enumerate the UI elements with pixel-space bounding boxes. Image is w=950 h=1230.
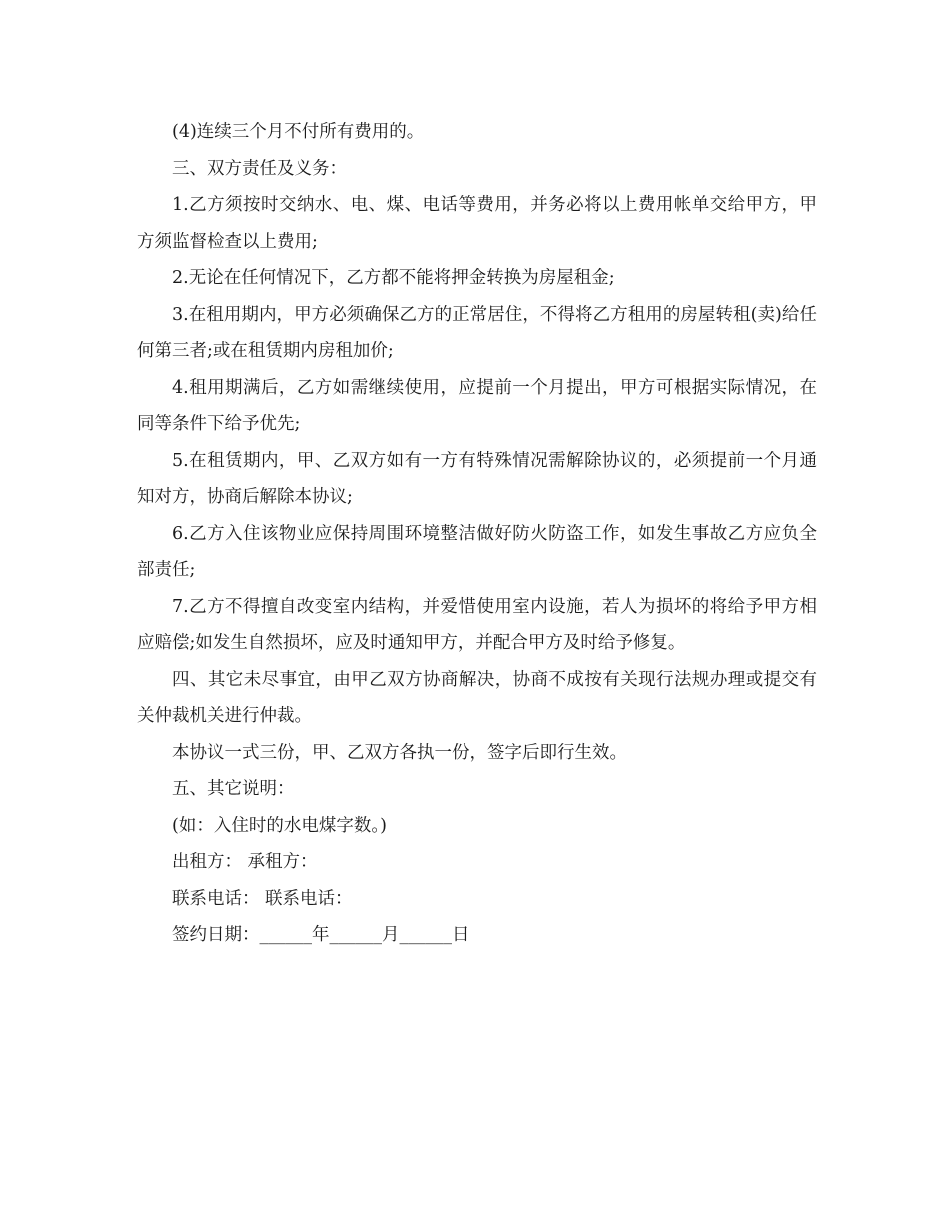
signing-date: 签约日期：______年______月______日: [172, 925, 470, 945]
document-body: [137, 114, 817, 954]
duty-1-utilities: 1.乙方须按时交纳水、电、煤、电话等费用，并务必将以上费用帐单交给甲方，甲方须监督检查以上费用;: [137, 195, 817, 252]
duty-4-renewal: 4.租用期满后，乙方如需继续使用，应提前一个月提出，甲方可根据实际情况，在同等条件下给予优先;: [137, 377, 817, 434]
duty-5-termination: 5.在租赁期内，甲、乙双方如有一方有特殊情况需解除协议的，必须提前一个月通知对方，协商后解除本协议;: [137, 450, 817, 507]
section-5-heading: 五、其它说明：: [172, 779, 295, 799]
section-3-heading: 三、双方责任及义务：: [172, 158, 347, 179]
duty-6-safety: 6.乙方入住该物业应保持周围环境整洁做好防火防盗工作，如发生事故乙方应负全部责任;: [137, 523, 817, 580]
clause-4-unpaid-fees: (4)连续三个月不付所有费用的。: [172, 122, 425, 142]
contact-phones: 联系电话： 联系电话：: [172, 888, 353, 909]
duty-3-residence: 3.在租用期内，甲方必须确保乙方的正常居住，不得将乙方租用的房屋转租(卖)给任何第三者;或在租赁期内房租加价;: [137, 304, 817, 361]
other-notes-example: (如：入住时的水电煤字数。): [172, 815, 387, 836]
duty-2-deposit: 2.无论在任何情况下，乙方都不能将押金转换为房屋租金;: [172, 268, 615, 288]
duty-7-structure: 7.乙方不得擅自改变室内结构，并爱惜使用室内设施，若人为损坏的将给予甲方相应赔偿;如发生自然损坏，应及时通知甲方，并配合甲方及时给予修复。: [137, 596, 817, 653]
section-4-other-matters: 四、其它未尽事宜，由甲乙双方协商解决，协商不成按有关现行法规办理或提交有关仲裁机关进行仲裁。: [137, 669, 817, 726]
signature-parties: 出租方： 承租方：: [172, 852, 318, 872]
copies-clause: 本协议一式三份，甲、乙双方各执一份，签字后即行生效。: [172, 742, 627, 763]
